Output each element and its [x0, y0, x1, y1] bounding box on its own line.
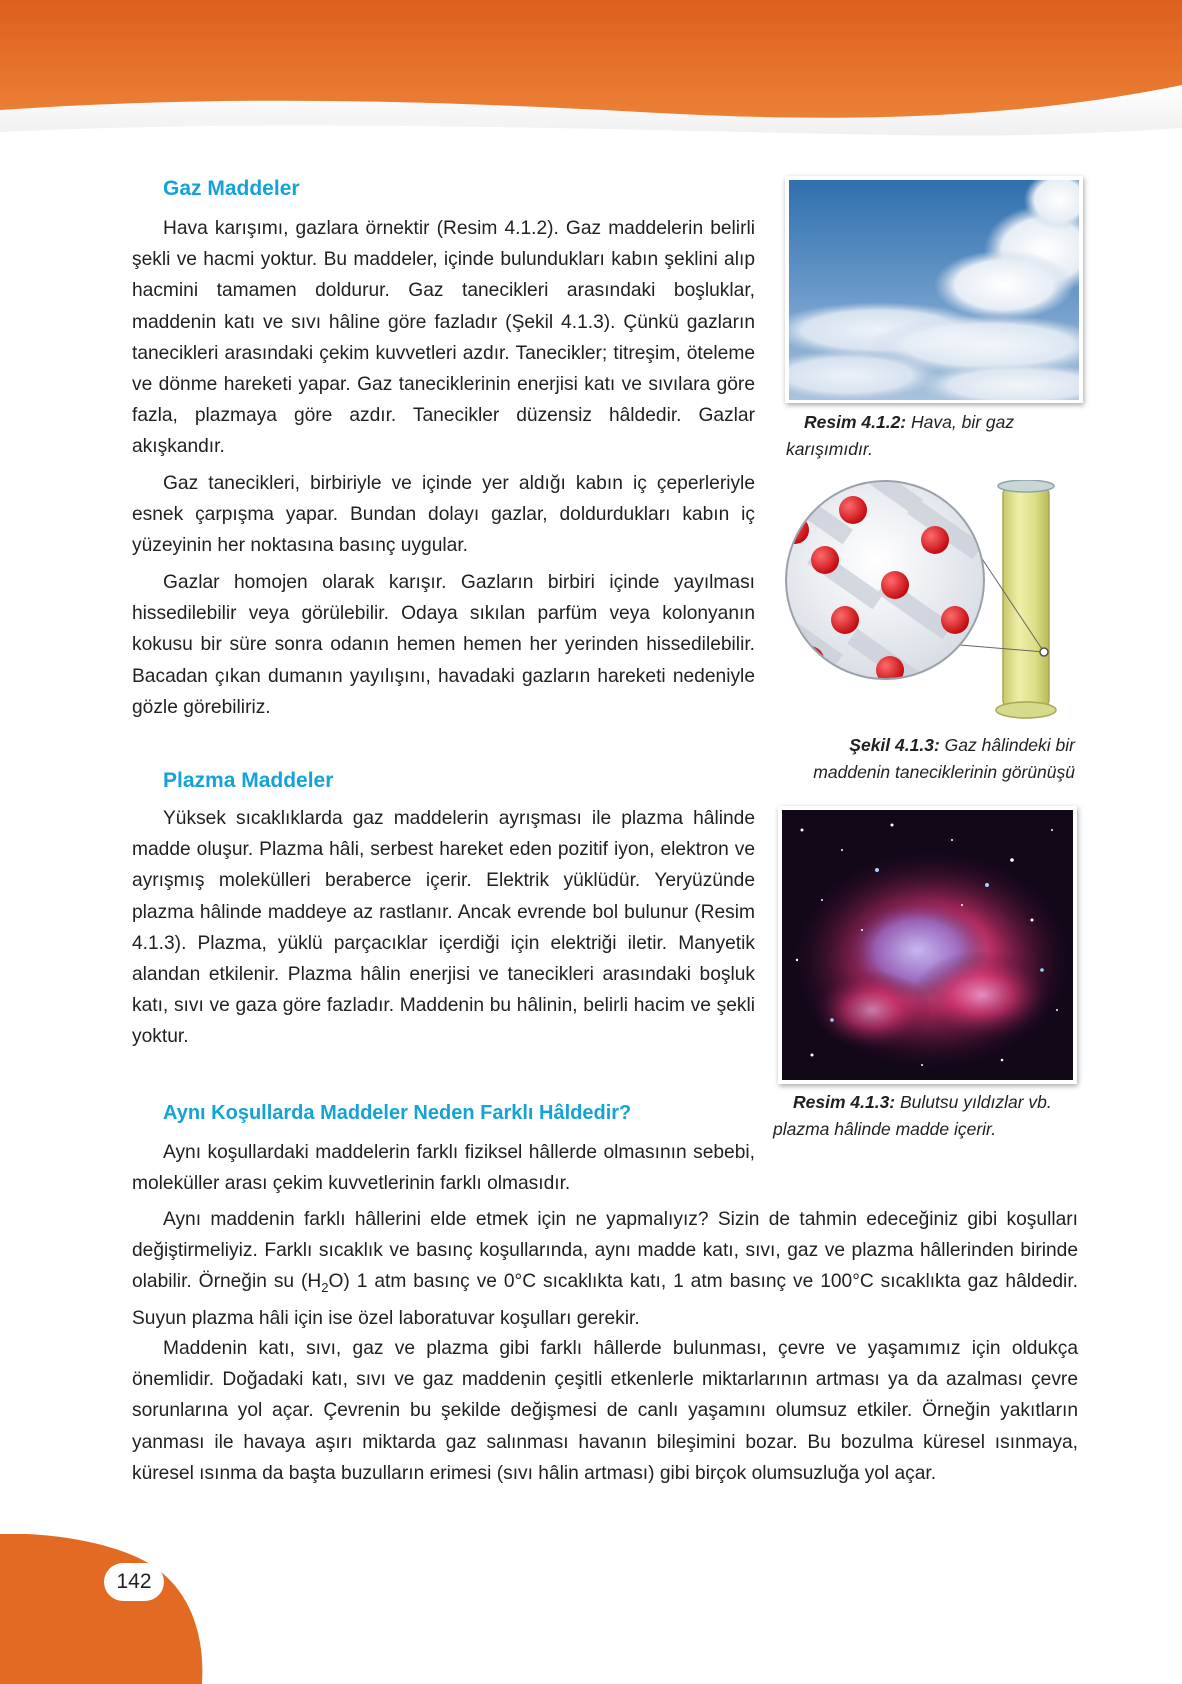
clouds-photo [789, 180, 1079, 400]
caption-resim-413 [773, 1089, 1073, 1143]
paragraph-why-1: Aynı koşullardaki maddelerin farklı fiziksel hâllerde olmasının sebebi, moleküller arası çekim kuvvetlerinin farklı olmasıdır. [132, 1142, 755, 1195]
section-heading-why: Aynı Koşullarda Maddeler Neden Farklı Hâldedir? [163, 1102, 632, 1124]
clouds-photo-frame [785, 176, 1083, 403]
caption-sekil-413 [785, 732, 1075, 786]
paragraph-why-2 [132, 1204, 1078, 1335]
paragraph-why-2-part-b: O) 1 atm basınç ve 0°C sıcaklıkta katı, 1 atm basınç ve 100°C sıcaklıkta gaz hâldedir. Suyun plazma hâli için ise özel laboratuvar koşulları gerekir. [132, 1271, 1078, 1330]
caption-resim-412 [786, 409, 1076, 463]
water-subscript: 2 [321, 1280, 329, 1296]
paragraph-gas-2: Gaz tanecikleri, birbiriyle ve içinde yer aldığı kabın iç çeperleriyle esnek çarpışma yapar. Bundan dolayı gazlar, doldurdukları kabın iç yüzeyinin her noktasına basınç uygular. [132, 473, 755, 557]
header-wave-banner [0, 0, 1182, 150]
section-heading-gas: Gaz Maddeler [163, 177, 300, 200]
gas-particles-diagram [785, 480, 1085, 725]
caption-resim-412-label: Resim 4.1.2: [804, 412, 907, 432]
page-corner-decoration [0, 1534, 210, 1684]
caption-sekil-413-label: Şekil 4.1.3: [849, 735, 940, 755]
caption-resim-413-text: Bulutsu yıldızlar vb. plazma hâlinde madde içerir. [773, 1092, 1052, 1139]
caption-sekil-413-text: Gaz hâlindeki bir maddenin taneciklerinin görünüşü [813, 735, 1075, 782]
paragraph-why-2-part-a: Aynı maddenin farklı hâllerini elde etmek için ne yapmalıyız? Sizin de tahmin edeceğiniz gibi koşulları değiştirmeliyiz. Farklı sıcaklık ve basınç koşullarında, aynı madde katı, sıvı, gaz ve plazma hâllerinden birinde olabilir. Örneğin su (H [132, 1209, 1078, 1293]
paragraph-plasma-1: Yüksek sıcaklıklarda gaz maddelerin ayrışması ile plazma hâlinde madde oluşur. Plazma hâli, serbest hareket eden pozitif iyon, elektron ve ayrışmış molekülleri beraberce içerir. Elektrik yüklüdür. Yeryüzünde plazma hâlinde maddeye az rastlanır. Ancak evrende bol bulunur (Resim 4.1.3). Plazma, yüklü parçacıklar içerdiği için elektriği iletir. Manyetik alandan etkilenir. Plazma hâlin enerjisi ve tanecikleri arasındaki boşluk katı, sıvı ve gaza göre fazladır. Maddenin bu hâlinin, belirli hacim ve şekli yoktur. [132, 808, 755, 1048]
paragraph-gas-3: Gazlar homojen olarak karışır. Gazların birbiri içinde yayılması hissedilebilir veya görülebilir. Odaya sıkılan parfüm veya kolonyanın kokusu bir süre sonra odanın hemen hemen her yerinden hissedilebilir. Bacadan çıkan dumanın yayılışını, havadaki gazların hareketi nedeniyle gözle görebiliriz. [132, 572, 755, 718]
paragraph-why-3: Maddenin katı, sıvı, gaz ve plazma gibi farklı hâllerde bulunması, çevre ve yaşamımız için oldukça önemlidir. Doğadaki katı, sıvı ve gaz maddenin çeşitli etkenlerle miktarlarının artması ya da azalması çevre sorunlarına yol açar. Çevrenin bu şekilde değişmesi de canlı yaşamını olumsuz etkiler. Örneğin yakıtların yanması ile havaya aşırı miktarda gaz salınması havanın bileşimini bozar. Bu bozulma küresel ısınmaya, küresel ısınma da başta buzulların erimesi (sıvı hâlin artması) gibi birçok olumsuzluğa yol açar. [132, 1338, 1078, 1484]
paragraph-gas-1: Hava karışımı, gazlara örnektir (Resim 4.1.2). Gaz maddelerin belirli şekli ve hacmi yoktur. Bu maddeler, içinde bulundukları kabın şeklini alıp hacmini tamamen doldurur. Gaz tanecikleri arasındaki boşluklar, maddenin katı ve sıvı hâline göre fazladır (Şekil 4.1.3). Çünkü gazların tanecikleri arasındaki çekim kuvvetleri azdır. Tanecikler; titreşim, öteleme ve dönme hareketi yapar. Gaz taneciklerinin enerjisi katı ve sıvılara göre fazla, plazmaya göre azdır. Tanecikler düzensiz hâldedir. Gazlar akışkandır. [132, 218, 755, 458]
nebula-photo-frame [778, 806, 1077, 1084]
caption-resim-412-text: Hava, bir gaz karışımıdır. [786, 412, 1015, 459]
nebula-photo [782, 810, 1073, 1080]
section-heading-plasma: Plazma Maddeler [163, 769, 334, 792]
page-number: 142 [104, 1563, 164, 1601]
caption-resim-413-label: Resim 4.1.3: [793, 1092, 896, 1112]
